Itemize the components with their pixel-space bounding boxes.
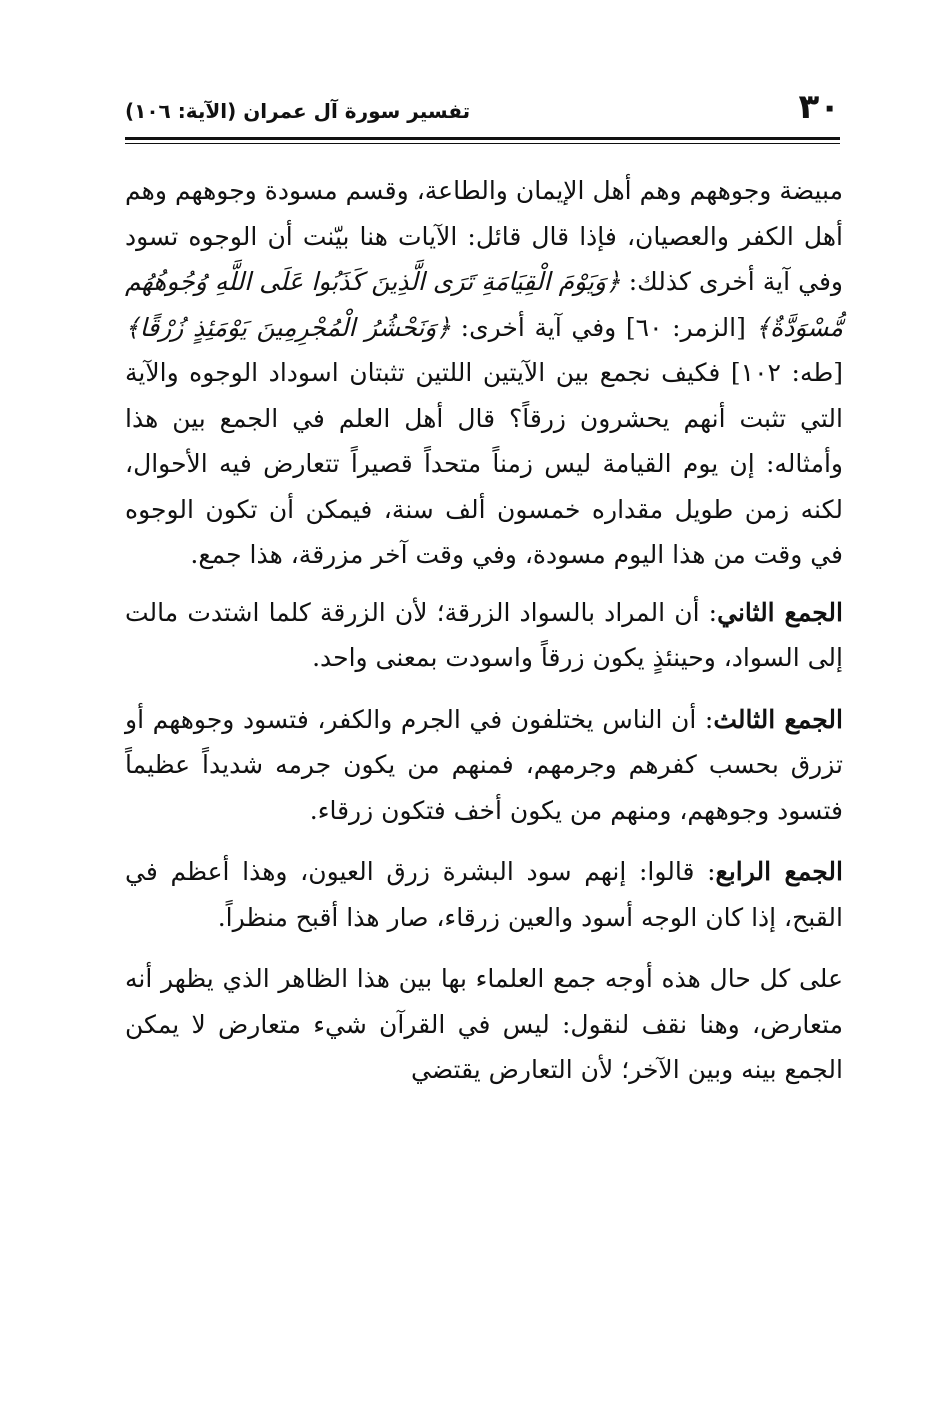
text-run: [طه: ١٠٢] فكيف نجمع بين الآيتين اللتين تثبتان اسوداد الوجوه والآية التي تثبت أنهم يحشرون زرقاً؟ قال أهل العلم في الجمع بين هذا وأمثاله: إن يوم القيامة ليس زمناً متحداً قصيراً تتعارض فيه الأحوال، لكنه زمن طويل مقداره خمسون ألف سنة، فيمكن أن تكون الوجوه في وقت من هذا اليوم مسودة، وفي وقت آخر مزرقة، هذا جمع. <box>125 358 843 569</box>
paragraph <box>125 849 843 940</box>
text-run: : أن المراد بالسواد الزرقة؛ لأن الزرقة كلما اشتدت مالت إلى السواد، وحينئذٍ يكون زرقاً واسودت بمعنى واحد. <box>125 597 843 672</box>
running-title: تفسير سورة آل عمران (الآية: ١٠٦) <box>125 99 471 123</box>
page-header <box>125 88 840 132</box>
header-rule-thick <box>125 137 840 140</box>
section-lead: الجمع الرابع <box>715 857 843 886</box>
text-run: على كل حال هذه أوجه جمع العلماء بها بين هذا الظاهر الذي يظهر أنه متعارض، وهنا نقف لنقول: ليس في القرآن شيء متعارض لا يمكن الجمع بينه وبين الآخر؛ لأن التعارض يقتضي <box>125 964 843 1084</box>
paragraph <box>125 168 843 578</box>
header-rule-thin <box>125 143 840 144</box>
body-text <box>125 168 843 1109</box>
paragraph <box>125 590 843 681</box>
page-number: ٣٠ <box>798 87 840 127</box>
section-lead: الجمع الثالث <box>713 704 843 734</box>
text-run: [الزمر: ٦٠] وفي آية أخرى: <box>451 312 756 342</box>
text-run: مبيضة وجوههم وهم أهل الإيمان والطاعة، وقسم مسودة وجوههم وهم أهل الكفر والعصيان، فإذا قال قائل: الآيات هنا بيّنت أن الوجوه تسود وفي آية أخرى كذلك: <box>125 176 843 296</box>
paragraph <box>125 956 843 1093</box>
quran-verse: ﴿وَيَوْمَ الْقِيَامَةِ تَرَى الَّذِينَ كَذَبُوا عَلَى اللَّهِ وُجُوهُهُم مُّسْوَدَّةٌ﴾ <box>125 267 843 342</box>
section-lead: الجمع الثاني <box>717 597 843 627</box>
quran-verse: ﴿وَنَحْشُرُ الْمُجْرِمِينَ يَوْمَئِذٍ زُرْقًا﴾ <box>125 312 452 342</box>
text-run: : أن الناس يختلفون في الجرم والكفر، فتسود وجوههم أو تزرق بحسب كفرهم وجرمهم، فمنهم من يكون جرمه شديداً عظيماً فتسود وجوههم، ومنهم من يكون أخف فتكون زرقاء. <box>125 704 843 825</box>
paragraph <box>125 697 843 834</box>
text-run: : قالوا: إنهم سود البشرة زرق العيون، وهذا أعظم في القبح، إذا كان الوجه أسود والعين زرقاء، صار هذا أقبح منظراً. <box>125 857 843 932</box>
